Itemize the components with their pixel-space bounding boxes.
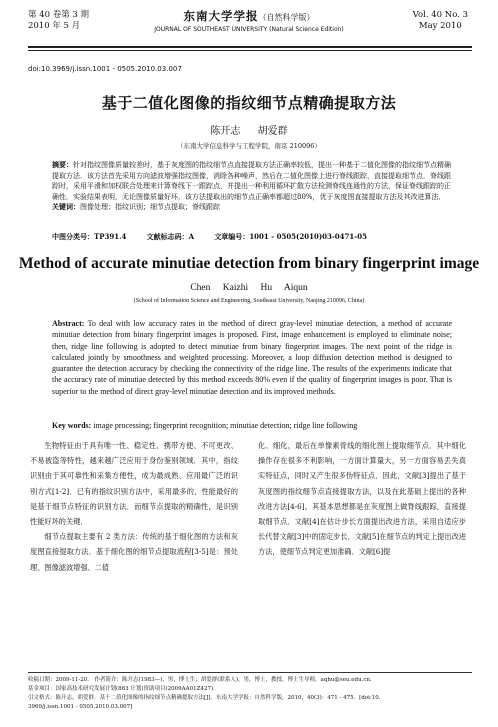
title-cn: 基于二值化图像的指纹细节点精确提取方法 bbox=[101, 94, 397, 112]
header-date-en: May 2010 bbox=[418, 21, 462, 31]
doc-code-value: A bbox=[188, 232, 195, 241]
header-rule-thin bbox=[28, 50, 472, 51]
class-number-value: TP391.4 bbox=[94, 232, 127, 241]
body-paragraph: 细节点提取主要有 2 类方法：传统的基于细化图的方法和灰度图直接提取方法．基于细化图的细节点提取流程[3-5]是：预处理、图像滤波增强、二值 bbox=[30, 532, 238, 572]
affiliation-en: (School of Information Science and Engineering, Southeast University, Nanjing 210096, China) bbox=[133, 298, 365, 304]
footnote-citation-cont: 3969/j.issn.1001 - 0505.2010.03.007] bbox=[28, 704, 133, 710]
keywords-cn-label: 关键词： bbox=[52, 203, 80, 212]
doc-code-label: 文献标志码： bbox=[146, 233, 189, 241]
header-rule-thick bbox=[28, 46, 472, 48]
affiliation-cn: （东南大学信息科学与工程学院，南京 210096） bbox=[177, 142, 321, 150]
body-column-left bbox=[30, 438, 238, 575]
body-paragraph: 生物特征由于具有唯一性、稳定性、携带方便、不可更改、不易被盗等特性，越来越广泛应用于身份鉴别领域．其中，指纹识别由于其可靠性和采集方便性，成为最成熟、应用最广泛的识别方式[1-2]．已有的指纹识别方法中，采用最多的，性能最好的是基于细节点特征的识别方法．而细节点提取的精确性，是识别性能好坏的关键． bbox=[30, 441, 238, 527]
classification-line bbox=[52, 232, 385, 242]
header-volume-issue: 第 40 卷第 3 期 bbox=[28, 10, 90, 20]
journal-name-cn: 东南大学学报 bbox=[183, 9, 259, 23]
keywords-en bbox=[52, 420, 452, 431]
journal-name-en: JOURNAL OF SOUTHEAST UNIVERSITY (Natural Science Edition) bbox=[154, 26, 344, 33]
authors-en: Chen Kaizhi Hu Aiqun bbox=[190, 283, 308, 293]
abstract-cn-label: 摘要： bbox=[52, 161, 73, 169]
footnotes bbox=[28, 676, 472, 712]
abstract-cn-text: 针对指纹图像质量较差时，基于灰度图的指纹细节点直接提取方法正确率较低，提出一种基于二值化图像的指纹细节点精确提取方法．该方法首先采用方向滤波增强指纹图像，消除各种噪声，然后在二值化图像上进行脊线跟踪，直接提取细节点．脊线跟踪时，采用平滑和加权联合处理来计算脊线下一跟踪点，并提出一种利用循环扩散方法检测脊线连通性的方法，保证脊线跟踪的正确性．实验结果表明，无论图像质量好坏，该方法提取出的细节点正确率都超过80%，优于灰度图直接提取方法及其改进算法． bbox=[52, 161, 451, 201]
body-paragraph: 化、细化，最后在单像素骨线的细化图上提取细节点．其中细化操作存在很多不利影响，一方面计算量大，另一方面容易丢失真实特征点，同时又产生很多伪特征点．因此，文献[3]提出了基于灰度图的指纹细节点直接提取方法，以及在此基础上提出的各种改进方法[4-6]，其基本思想都是在灰度图上做脊线跟踪，直接提取细节点．文献[4]在估计步长方面提出改进方法，采用自适应步长代替文献[3]中的固定步长．文献[5]在细节点的判定上提出改进方法，使细节点判定更加准确．文献[6]提 bbox=[258, 441, 466, 557]
article-number-value: 1001 - 0505(2010)03-0471-05 bbox=[249, 232, 367, 241]
abstract-en-label: Abstract: bbox=[52, 319, 85, 328]
keywords-en-text: image processing; fingerprint recognition; minutiae detection; ridge line following bbox=[93, 421, 358, 430]
abstract-en bbox=[52, 318, 452, 397]
footnote-fund: 基金项目：国家高技术研究发展计划(863 计划)资助项目(2009AA01Z427)． bbox=[28, 686, 219, 692]
footnote-citation: 引文格式：陈开志，胡爱群．基于二值化图像的指纹细节点精确提取方法[J]．东南大学学报：自然科学版，2010，40(3)：471 - 475．[doi:10. bbox=[28, 695, 381, 701]
class-number-label: 中图分类号： bbox=[52, 233, 94, 241]
header-vol-no: Vol. 40 No. 3 bbox=[412, 10, 468, 20]
doi-line: doi:10.3969/j.issn.1001 - 0505.2010.03.007 bbox=[28, 65, 182, 73]
keywords-en-label: Key words: bbox=[52, 421, 92, 430]
authors-cn: 陈开志 胡爱群 bbox=[210, 126, 288, 137]
header-volume-en bbox=[413, 10, 468, 32]
keywords-cn-text: 图像处理；指纹识别；细节点提取；脊线跟踪 bbox=[80, 203, 220, 212]
footnote-received: 收稿日期：2009-11-20． 作者简介：陈开志(1983—)，男，博士生；胡爱群(联系人)，男，博士，教授，博士生导师，aqhu@seu.edu.cn． bbox=[28, 677, 376, 683]
abstract-cn bbox=[52, 160, 452, 213]
article-number-label: 文章编号： bbox=[214, 233, 250, 241]
title-en: Method of accurate minutiae detection from binary fingerprint image bbox=[18, 255, 480, 272]
journal-edition-cn: （自然科学版） bbox=[258, 13, 315, 22]
abstract-en-text: To deal with low accuracy rates in the method of direct gray-level minutiae detection, a method of accurate minutiae detection from binary fingerprint images is proposed. First, image enhancement is employed to eliminate noise; then, ridge line following is adopted to detect minutiae from binary fingerprint images. The next point of the ridge is calculated jointly by smoothness and weighted processing. Moreover, a loop diffusion detection method is designed to guarantee the detection accuracy by checking the connectivity of the ridge line. The results of the experiments indicate that the accuracy rate of minutiae detected by this method exceeds 80% even if the quality of fingerprint images is poor. That is superior to the method of direct gray-level minutiae detection and its improved methods. bbox=[52, 319, 452, 396]
footnote-rule bbox=[28, 672, 472, 673]
header-date-cn: 2010 年 5 月 bbox=[28, 21, 81, 31]
body-column-right bbox=[258, 438, 466, 560]
